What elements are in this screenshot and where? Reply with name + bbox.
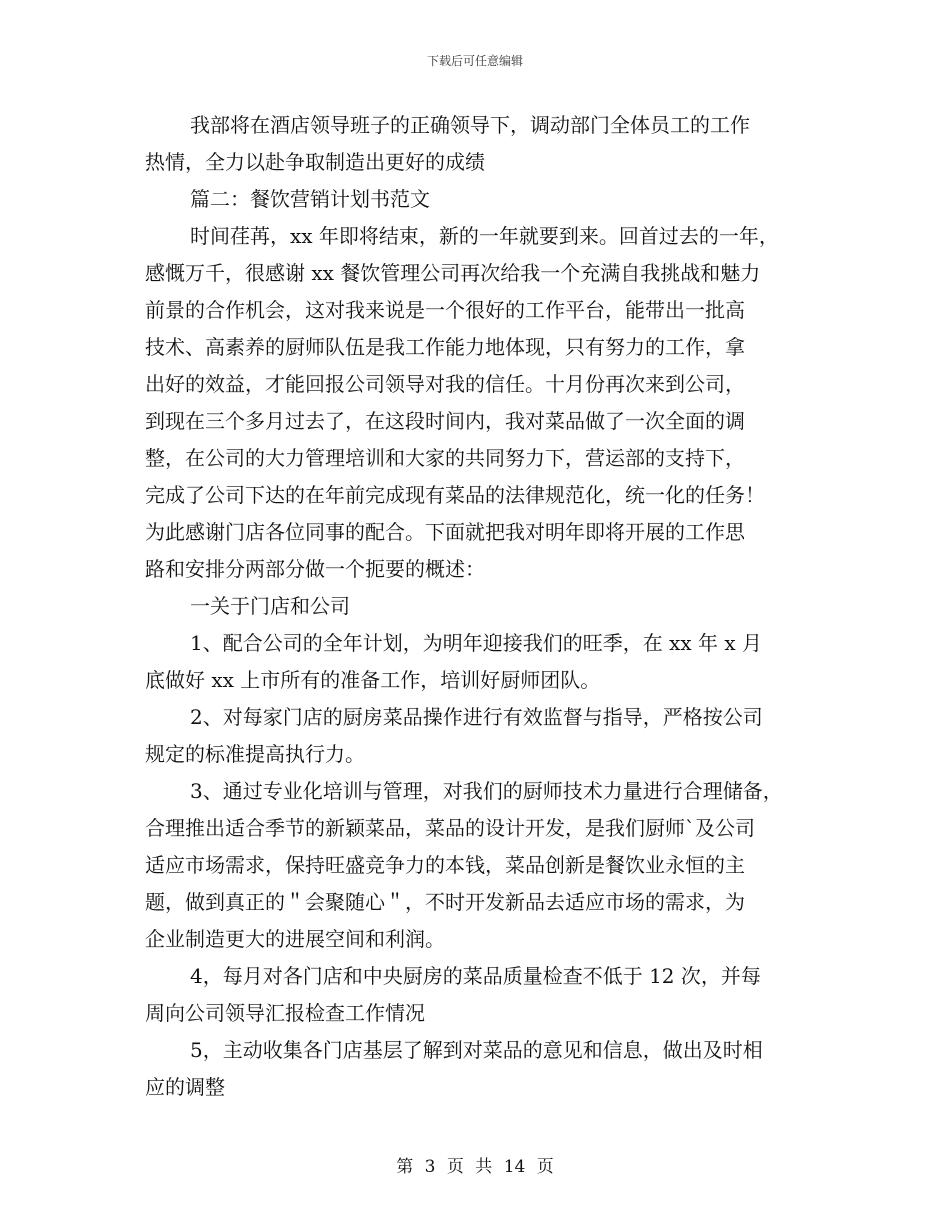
body-line: 5，主动收集各门店基层了解到对菜品的意见和信息，做出及时相 [190,1038,763,1062]
body-line: 合理推出适合季节的新颖菜品，菜品的设计开发，是我们厨师`及公司 [145,816,755,840]
body-line: 我部将在酒店领导班子的正确领导下，调动部门全体员工的工作 [190,113,750,137]
body-line: 3、通过专业化培训与管理，对我们的厨师技术力量进行合理储备， [190,779,783,803]
section-heading: 一关于门店和公司 [190,594,350,618]
body-line: 题，做到真正的＂会聚随心＂，不时开发新品去适应市场的需求，为 [145,890,745,914]
page-number: 第 3 页 共 14 页 [396,1157,554,1177]
body-line: 出好的效益，才能回报公司领导对我的信任。十月份再次来到公司， [145,372,745,396]
body-line: 热情，全力以赴争取制造出更好的成绩 [145,150,485,174]
body-line: 技术、高素养的厨师队伍是我工作能力地体现，只有努力的工作，拿 [145,335,745,359]
body-line: 规定的标准提高执行力。 [145,742,365,766]
body-line: 路和安排分两部分做一个扼要的概述： [145,557,485,581]
body-line: 为此感谢门店各位同事的配合。下面就把我对明年即将开展的工作思 [145,520,745,544]
body-line: 应的调整 [145,1075,225,1099]
body-line: 前景的合作机会，这对我来说是一个很好的工作平台，能带出一批高 [145,298,745,322]
body-line: 2、对每家门店的厨房菜品操作进行有效监督与指导，严格按公司 [190,705,763,729]
body-line: 4，每月对各门店和中央厨房的菜品质量检查不低于 12 次，并每 [190,964,761,988]
body-line: 感慨万千，很感谢 xx 餐饮管理公司再次给我一个充满自我挑战和魅力 [145,261,761,285]
body-line: 适应市场需求，保持旺盛竞争力的本钱，菜品创新是餐饮业永恒的主 [145,853,745,877]
body-line: 到现在三个多月过去了，在这段时间内，我对菜品做了一次全面的调 [145,409,745,433]
page-header-note: 下载后可任意编辑 [426,54,523,68]
body-line: 周向公司领导汇报检查工作情况 [145,1001,425,1025]
body-line: 整，在公司的大力管理培训和大家的共同努力下，营运部的支持下， [145,446,745,470]
body-line: 完成了公司下达的在年前完成现有菜品的法律规范化，统一化的任务！ [145,483,765,507]
section-heading: 篇二：餐饮营销计划书范文 [190,187,430,211]
body-line: 1、配合公司的全年计划，为明年迎接我们的旺季，在 xx 年 x 月 [190,631,762,655]
body-line: 底做好 xx 上市所有的准备工作，培训好厨师团队。 [145,668,601,692]
body-line: 企业制造更大的进展空间和利润。 [145,927,445,951]
body-line: 时间荏苒，xx 年即将结束，新的一年就要到来。回首过去的一年， [190,224,779,248]
